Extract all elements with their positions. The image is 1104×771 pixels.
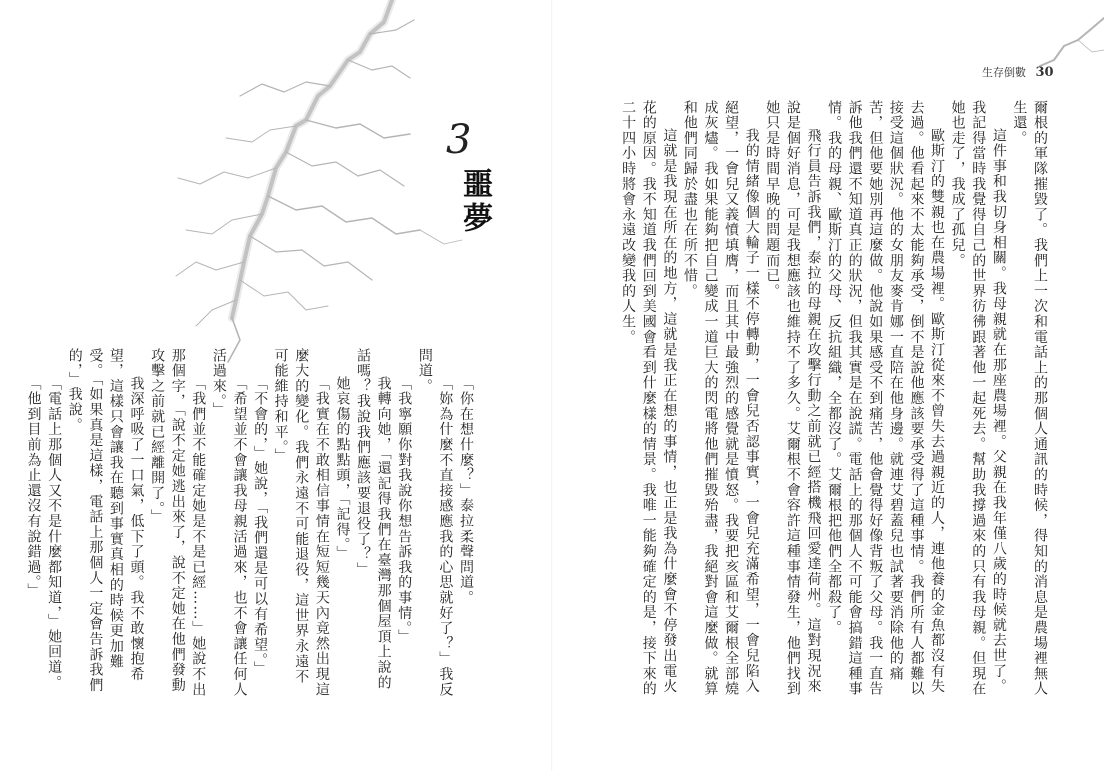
page-number: 30 [1035, 65, 1054, 80]
dialogue-paragraph: 「我實在不敢相信事情在短短幾天內竟然出現這麼大的變化。我們永遠不可能退役，這世界永遠不可能維持和平。」 [272, 348, 330, 698]
dialogue-paragraph: 「不會的，」她說，「我們還是可以有希望。」 [252, 376, 269, 677]
running-head [982, 64, 1054, 80]
paragraph: 這就是我現在所在的地方，這就是我正在想的事情，也正是我為什麼會不停發出電火花的原因。我不知道我們回到美國會看到什麼樣的情景。我唯一能夠確定的是，接下來的二十四小時將會永遠改變我的人生。 [620, 100, 678, 697]
dialogue-paragraph: 她哀傷的點點頭，「記得。」 [334, 376, 351, 561]
dialogue-paragraph: 我轉向她，「還記得我們在臺灣那個屋頂上說的話嗎？我說我們應該要退役了？」 [355, 348, 392, 691]
page-gutter [551, 0, 553, 771]
dialogue-paragraph: 「電話上那個人又不是什麼都知道，」她回道。 [46, 376, 63, 691]
dialogue-paragraph: 「我寧願你對我說你想告訴我的事情。」 [396, 376, 413, 645]
right-page-text [620, 100, 1050, 700]
chapter-title: 噩夢 [457, 168, 492, 236]
dialogue-paragraph: 「希望並不會讓我母親活過來，也不會讓任何人活過來。」 [210, 348, 248, 698]
dialogue-paragraph: 「我們並不能確定她是不是已經……」她說不出那個字，「說不定她逃出來了，說不定她在他們發動攻擊之前就已經離開了。」 [149, 348, 207, 698]
chapter-number: 3 [446, 117, 472, 163]
paragraph: 歐斯汀的雙親也在農場裡。歐斯汀從來不曾失去過親近的人，連他養的金魚都沒有失去過。他看起來不太能夠承受，倒不是說他應該要承受得了這種事情。我們所有人都難以接受這個狀況。他的女朋友麥肯娜一直陪在他身邊。就連艾碧蓋兒也試著要消除他的痛苦，但他要她別再這麼做。他說如果感受不到痛苦，他會覺得好像背叛了父母。我一直告訴他我們還不知道真正的狀況，但我其實是在說謊。電話上的那個人不可能會搞錯這種事情。我的母親、歐斯汀的父母、反抗組織，全都沒了。艾爾根把他們全都殺了。 [826, 100, 946, 697]
running-head-title: 生存倒數 [982, 66, 1026, 79]
dialogue-paragraph: 我深呼吸了一口氣，低下了頭。我不敢懷抱希望，這樣只會讓我在聽到事實真相的時候更加難受。「如果真是這樣，電話上那個人一定會告訴我們的，」我說。 [66, 348, 145, 693]
paragraph: 這件事和我切身相關。我母親就在那座農場裡。父親在我年僅八歲的時候就去世了。我記得當時我覺得自己的世界彷彿跟著他一起死去。幫助我撐過來的只有我母親。但現在她也走了，我成了孤兒。 [949, 100, 1007, 697]
dialogue-paragraph: 「你在想什麼？」泰拉柔聲問道。 [458, 376, 474, 606]
dialogue-paragraph: 「他到目前為止還沒有說錯過。」 [25, 376, 42, 599]
paragraph: 爾根的軍隊摧毀了。我們上一次和電話上的那個人通訊的時候，得知的消息是農場裡無人生還。 [1011, 100, 1048, 697]
paragraph: 我的情緒像個大輪子一樣不停轉動，一會兒否認事實，一會兒充滿希望，一會兒陷入絕望，一會兒又義憤填膺，而且其中最強烈的感覺就是憤怒。我要把亥區和艾爾根全部燒成灰燼。我如果能夠把自己變成一道巨大的閃電將他們摧毀殆盡，我絕對會這麼做。就算和他們同歸於盡也在所不惜。 [681, 100, 760, 697]
dialogue-paragraph: 「妳為什麼不直接感應我的心思就好了？」我反問道。 [416, 348, 454, 698]
paragraph: 飛行員告訴我們，泰拉的母親在攻擊行動之前就已經搭機飛回愛達荷州。這對現況來說是個好消息，可是我想應該也維持不了多久。艾爾根不會容許這種事情發生，他們找到她只是時間早晚的問題而已。 [764, 100, 822, 697]
left-page-text [25, 348, 476, 698]
